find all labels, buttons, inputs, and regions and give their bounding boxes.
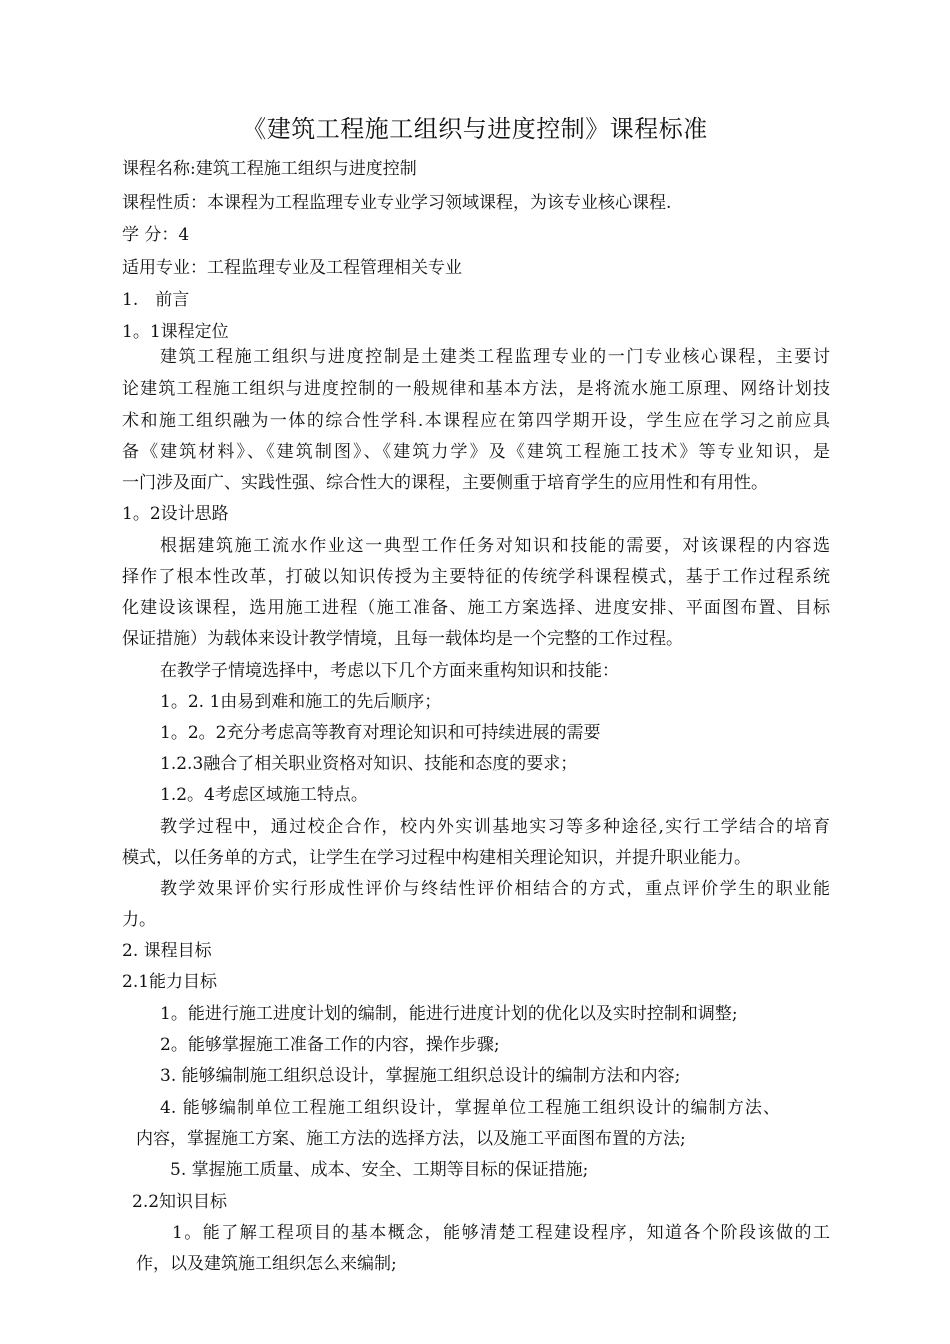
- course-nature-line: 课程性质：本课程为工程监理专业专业学习领域课程，为该专业核心课程.: [122, 193, 672, 213]
- paragraph-line: 术和施工组织融为一体的综合性学科.本课程应在第四学期开设，学生应在学习之前应具: [122, 411, 830, 431]
- paragraph-line: 根据建筑施工流水作业这一典型工作任务对知识和技能的需要，对该课程的内容选: [160, 536, 830, 556]
- list-item: 1。能了解工程项目的基本概念，能够清楚工程建设程序，知道各个阶段该做的工: [172, 1223, 830, 1243]
- section-2-1-heading: 2.1能力目标: [122, 972, 218, 992]
- list-item: 1.2。4考虑区域施工特点。: [160, 785, 368, 805]
- list-item: 作，以及建筑施工组织怎么来编制;: [136, 1254, 397, 1274]
- document-title: 《建筑工程施工组织与进度控制》课程标准: [242, 115, 708, 143]
- list-item: 3. 能够编制施工组织总设计，掌握施工组织总设计的编制方法和内容;: [160, 1066, 681, 1086]
- paragraph-line: 教学过程中，通过校企合作，校内外实训基地实习等多种途径,实行工学结合的培育: [160, 817, 830, 837]
- majors-line: 适用专业：工程监理专业及工程管理相关专业: [122, 258, 462, 278]
- section-1-2-heading: 1。2设计思路: [122, 504, 229, 524]
- paragraph-line: 建筑工程施工组织与进度控制是土建类工程监理专业的一门专业核心课程，主要讨: [160, 347, 830, 367]
- list-item: 1。2. 1由易到难和施工的先后顺序；: [160, 692, 442, 712]
- list-item: 4. 能够编制单位工程施工组织设计，掌握单位工程施工组织设计的编制方法、: [160, 1098, 780, 1118]
- paragraph-line: 论建筑工程施工组织与进度控制的一般规律和基本方法，是将流水施工原理、网络计划技: [122, 379, 830, 399]
- list-item: 2。能够掌握施工准备工作的内容，操作步骤;: [160, 1035, 500, 1055]
- paragraph-line: 择作了根本性改革，打破以知识传授为主要特征的传统学科课程模式，基于工作过程系统: [122, 567, 830, 587]
- list-item: 1.2.3融合了相关职业资格对知识、技能和态度的要求；: [160, 754, 578, 774]
- section-1-1-heading: 1。1课程定位: [122, 322, 229, 342]
- list-item: 1。2。2充分考虑高等教育对理论知识和可持续进展的需要: [160, 723, 601, 743]
- section-2-2-heading: 2.2知识目标: [132, 1192, 228, 1212]
- list-item: 5. 掌握施工质量、成本、安全、工期等目标的保证措施;: [170, 1160, 589, 1180]
- course-name-line: 课程名称:建筑工程施工组织与进度控制: [122, 159, 417, 179]
- list-item: 内容，掌握施工方案、施工方法的选择方法，以及施工平面图布置的方法;: [136, 1129, 686, 1149]
- list-item: 1。能进行施工进度计划的编制，能进行进度计划的优化以及实时控制和调整;: [160, 1004, 738, 1024]
- paragraph-line: 力。: [122, 910, 156, 930]
- section-1-heading: 1. 前言: [122, 290, 190, 310]
- section-2-heading: 2. 课程目标: [122, 941, 212, 961]
- paragraph-line: 化建设该课程，选用施工进程（施工准备、施工方案选择、进度安排、平面图布置、目标: [122, 598, 830, 618]
- paragraph-line: 一门涉及面广、实践性强、综合性大的课程，主要侧重于培育学生的应用性和有用性。: [122, 473, 768, 493]
- paragraph-line: 保证措施）为载体来设计教学情境，且每一载体均是一个完整的工作过程。: [122, 629, 683, 649]
- paragraph-line: 教学效果评价实行形成性评价与终结性评价相结合的方式，重点评价学生的职业能: [160, 879, 830, 899]
- paragraph-line: 备《建筑材料》、《建筑制图》、《建筑力学》及《建筑工程施工技术》等专业知识，是: [122, 442, 830, 462]
- paragraph-line: 在教学子情境选择中，考虑以下几个方面来重构知识和技能：: [160, 661, 619, 681]
- paragraph-line: 模式，以任务单的方式，让学生在学习过程中构建相关理论知识，并提升职业能力。: [122, 848, 751, 868]
- credits-line: 学 分：4: [122, 225, 190, 245]
